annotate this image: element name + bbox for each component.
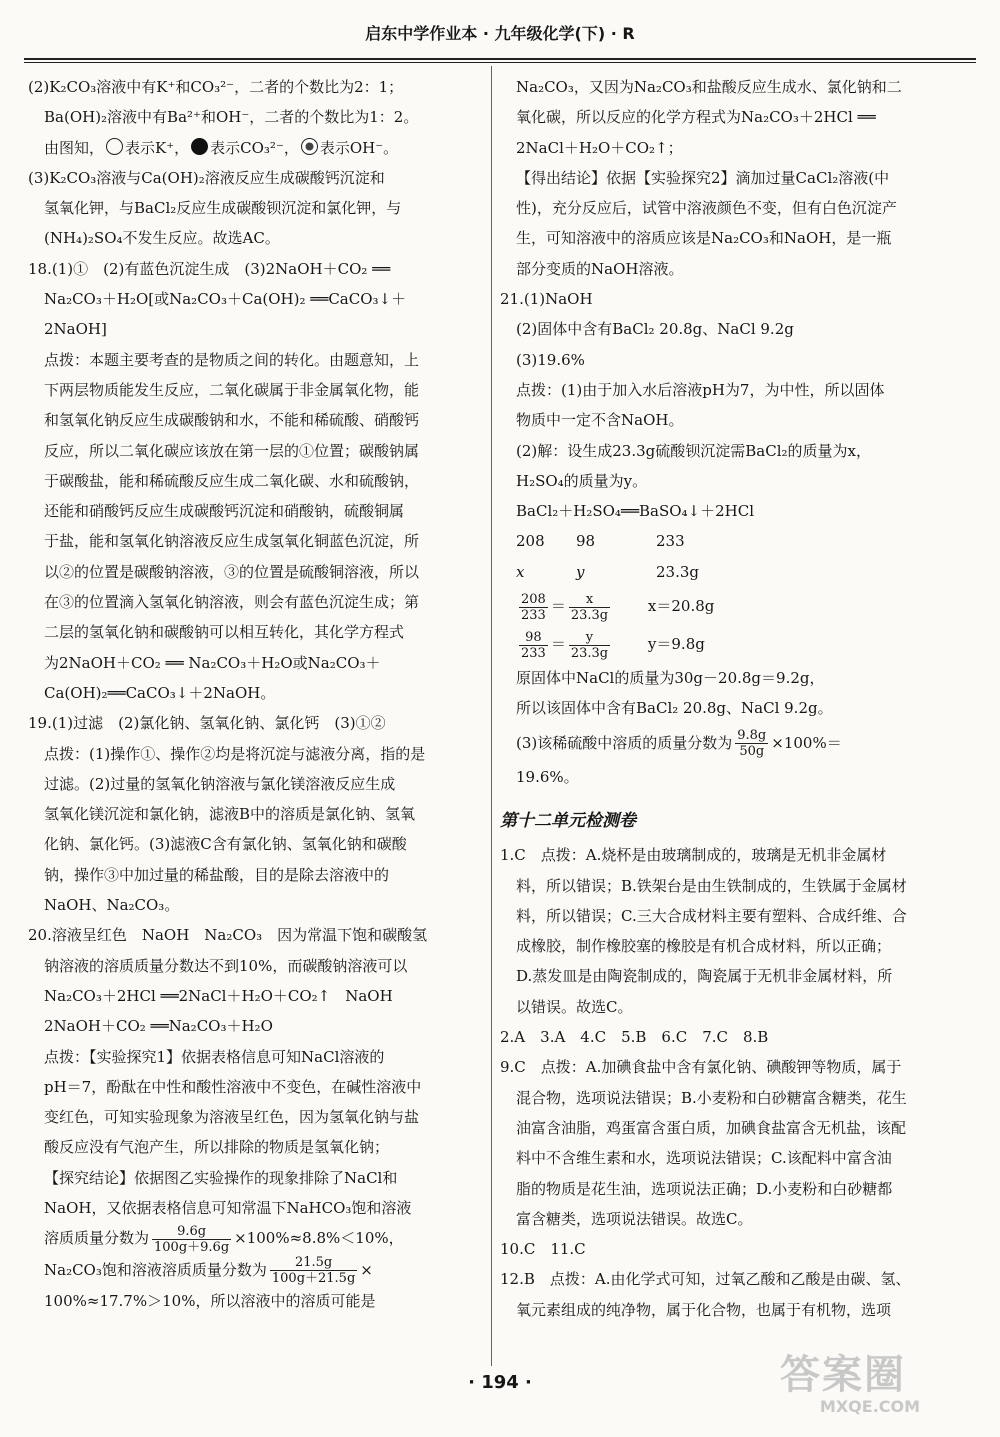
text-line: 100%≈17.7%＞10%，所以溶液中的溶质可能是 xyxy=(44,1292,376,1311)
watermark-logo xyxy=(780,1353,960,1423)
text-line: NaOH、Na₂CO₃。 xyxy=(44,896,180,915)
answer-line: 12.B 点拨：A.由化学式可知，过氧乙酸和乙酸是由碳、氢、 xyxy=(500,1270,911,1289)
left-column xyxy=(28,72,476,1317)
text-line: 氢氧化镁沉淀和氯化钠，滤液B中的溶质是氯化钠、氢氧 xyxy=(44,805,416,824)
section-title: 第十二单元检测卷 xyxy=(500,810,636,831)
mass-row xyxy=(500,557,948,587)
header-rule xyxy=(24,58,976,60)
text-line: 20.溶液呈红色 NaOH Na₂CO₃ 因为常温下饱和碳酸氢 xyxy=(28,926,428,945)
text-line: 物质中一定不含NaOH。 xyxy=(516,411,684,430)
column-divider xyxy=(491,66,492,1366)
text-line: 溶质质量分数为 xyxy=(44,1229,150,1248)
text-line: 反应，所以二氧化碳应该放在第一层的①位置；碳酸钠属 xyxy=(44,441,420,460)
text-line: 于盐，能和氢氧化钠溶液反应生成氢氧化铜蓝色沉淀，所 xyxy=(44,532,420,551)
text-line: (2)解：设生成23.3g硫酸钡沉淀需BaCl₂的质量为x， xyxy=(516,441,871,460)
answer-line: 2.A 3.A 4.C 5.B 6.C 7.C 8.B xyxy=(500,1028,769,1047)
text-line: Ba(OH)₂溶液中有Ba²⁺和OH⁻，二者的个数比为1：2。 xyxy=(44,108,419,127)
mass-cell: 233 xyxy=(656,532,685,551)
answer-line: 10.C 11.C xyxy=(500,1240,586,1259)
header-rule-thin xyxy=(24,62,976,63)
text-line: 原固体中NaCl的质量为30g－20.8g＝9.2g， xyxy=(516,669,825,688)
fraction xyxy=(270,1255,357,1286)
formula-line xyxy=(28,1255,476,1287)
oh-ion-icon xyxy=(301,138,318,155)
text-line: NaOH，又依据表格信息可知常温下NaHCO₃饱和溶液 xyxy=(44,1198,412,1217)
fraction xyxy=(735,728,768,759)
fraction-denominator: 100g＋9.6g xyxy=(154,1239,230,1255)
proportion-line: $\frac{98}{233}$ ＝ $\frac{y}{23.3g}$ y＝9.8g xyxy=(521,629,705,661)
fraction-denominator: 23.3g xyxy=(570,607,609,623)
text-line: 部分变质的NaOH溶液。 xyxy=(516,259,684,278)
text-line: Na₂CO₃，又因为Na₂CO₃和盐酸反应生成水、氯化钠和二 xyxy=(516,78,902,96)
k-ion-icon xyxy=(106,138,123,155)
text-line: 2NaCl＋H₂O＋CO₂↑； xyxy=(516,138,683,157)
answer-line: 成橡胶，制作橡胶塞的橡胶是有机合成材料，所以正确； xyxy=(516,937,892,956)
answer-line: 9.C 点拨：A.加碘食盐中含有氯化钠、碘酸钾等物质，属于 xyxy=(500,1058,902,1077)
legend-line xyxy=(28,133,476,163)
fraction-numerator: x xyxy=(569,592,610,608)
fraction-denominator: 50g xyxy=(739,744,765,760)
fraction xyxy=(519,630,548,661)
text-line: 由图知， xyxy=(44,138,105,157)
fraction xyxy=(152,1224,231,1255)
equation-line: BaCl₂＋H₂SO₄══BaSO₄↓＋2HCl xyxy=(516,502,755,521)
fraction-numerator: 9.6g xyxy=(152,1224,231,1240)
text-line: 二层的氢氧化钠和碳酸钠可以相互转化，其化学方程式 xyxy=(44,623,405,642)
text-line: 点拨：(1)操作①、操作②均是将沉淀与滤液分离，指的是 xyxy=(44,744,426,763)
text-line: 酸反应没有气泡产生，所以排除的物质是氢氧化钠； xyxy=(44,1138,390,1157)
mass-cell: 23.3g xyxy=(656,562,700,581)
fraction-denominator: 23.3g xyxy=(570,645,609,661)
result: x＝20.8g xyxy=(647,597,715,616)
mass-row xyxy=(500,526,948,556)
text-line: 2NaOH] xyxy=(44,320,107,339)
mass-cell: x xyxy=(516,562,525,581)
text-line: (NH₄)₂SO₄不发生反应。故选AC。 xyxy=(44,229,280,248)
text-line: 2NaOH＋CO₂ ══Na₂CO₃＋H₂O xyxy=(44,1017,273,1036)
mass-cell: 98 xyxy=(576,532,596,551)
watermark-text: 答案圈 xyxy=(780,1352,906,1398)
text-line: 19.6%。 xyxy=(516,767,579,786)
fraction-tail: ×100%＝ xyxy=(771,733,842,752)
text-line: Ca(OH)₂══CaCO₃↓＋2NaOH。 xyxy=(44,683,276,702)
text-line: 19.(1)过滤 (2)氯化钠、氢氧化钠、氯化钙 (3)①② xyxy=(28,714,386,733)
text-line: 钠溶液的溶质质量分数达不到10%，而碳酸钠溶液可以 xyxy=(44,956,408,975)
text-line: 21.(1)NaOH xyxy=(500,290,593,309)
answer-line: 1.C 点拨：A.烧杯是由玻璃制成的，玻璃是无机非金属材 xyxy=(500,846,887,865)
answer-line: 油富含油脂，鸡蛋富含蛋白质，加碘食盐富含无机盐，该配 xyxy=(516,1118,907,1137)
text-line: 变红色，可知实验现象为溶液呈红色，因为氢氧化钠与盐 xyxy=(44,1108,420,1127)
answer-line: 料，所以错误；B.铁架台是由生铁制成的，生铁属于金属材 xyxy=(516,876,907,895)
legend-k: 表示K⁺， xyxy=(125,138,190,157)
text-line: 钠，操作③中加过量的稀盐酸，目的是除去溶液中的 xyxy=(44,865,390,884)
text-line: 所以该固体中含有BaCl₂ 20.8g、NaCl 9.2g。 xyxy=(516,699,833,718)
fraction xyxy=(519,592,548,623)
text-line: 【探究结论】依据图乙实验操作的现象排除了NaCl和 xyxy=(44,1168,398,1187)
text-line: 于碳酸盐，能和稀硫酸反应生成二氧化碳、水和硫酸钠， xyxy=(44,471,420,490)
answer-line: D.蒸发皿是由陶瓷制成的，陶瓷属于无机非金属材料，所 xyxy=(516,967,893,986)
text-line: 为2NaOH＋CO₂ ══ Na₂CO₃＋H₂O或Na₂CO₃＋ xyxy=(44,653,381,672)
text-line: 以②的位置是碳酸钠溶液，③的位置是硫酸铜溶液，所以 xyxy=(44,562,420,581)
answer-line: 脂的物质是花生油，选项说法正确；D.小麦粉和白砂糖都 xyxy=(516,1179,893,1198)
text-line: (2)K₂CO₃溶液中有K⁺和CO₃²⁻，二者的个数比为2：1； xyxy=(28,78,404,96)
text-line: 在③的位置滴入氢氧化钠溶液，则会有蓝色沉淀生成；第 xyxy=(44,593,420,612)
fraction-numerator: 208 xyxy=(521,591,546,607)
proportion-line: $\frac{208}{233}$ ＝ $\frac{x}{23.3g}$ x＝20.8g xyxy=(521,591,715,623)
page-header: 启东中学作业本 · 九年级化学(下) · R xyxy=(365,24,635,43)
fraction xyxy=(569,630,610,661)
formula-line xyxy=(500,724,948,762)
text-line: (3)K₂CO₃溶液与Ca(OH)₂溶液反应生成碳酸钙沉淀和 xyxy=(28,168,385,187)
answer-line: 以错误。故选C。 xyxy=(516,997,633,1016)
fraction-tail: ×100%≈8.8%＜10%， xyxy=(234,1229,404,1248)
answer-line: 料中不含维生素和水，选项说法错误；C.该配料中富含油 xyxy=(516,1149,892,1168)
text-line: Na₂CO₃饱和溶液溶质质量分数为 xyxy=(44,1260,267,1279)
text-line: 氧化碳，所以反应的化学方程式为Na₂CO₃＋2HCl ══ xyxy=(516,108,876,127)
fraction xyxy=(569,592,610,623)
answer-line: 混合物，选项说法错误；B.小麦粉和白砂糖富含糖类，花生 xyxy=(516,1088,907,1107)
text-line: 点拨：本题主要考查的是物质之间的转化。由题意知，上 xyxy=(44,350,420,369)
co3-ion-icon xyxy=(191,138,208,155)
text-line: 【得出结论】依据【实验探究2】滴加过量CaCl₂溶液(中 xyxy=(516,168,890,187)
text-line: pH＝7，酚酞在中性和酸性溶液中不变色，在碱性溶液中 xyxy=(44,1077,422,1096)
text-line: 化钠、氯化钙。(3)滤液C含有氯化钠、氢氧化钠和碳酸 xyxy=(44,835,407,854)
text-line: 生，可知溶液中的溶质应该是Na₂CO₃和NaOH，是一瓶 xyxy=(516,229,892,248)
text-line: (3)该稀硫酸中溶质的质量分数为 xyxy=(516,733,733,752)
mass-cell: y xyxy=(576,562,585,581)
fraction-numerator: 21.5g xyxy=(270,1255,357,1271)
text-line: (2)固体中含有BaCl₂ 20.8g、NaCl 9.2g xyxy=(516,320,794,339)
text-line: 18.(1)① (2)有蓝色沉淀生成 (3)2NaOH＋CO₂ ══ xyxy=(28,259,391,278)
legend-co3: 表示CO₃²⁻， xyxy=(210,138,299,157)
text-line: 下两层物质能发生反应，二氧化碳属于非金属氧化物，能 xyxy=(44,380,420,399)
text-line: Na₂CO₃＋2HCl ══2NaCl＋H₂O＋CO₂↑ NaOH xyxy=(44,986,393,1005)
text-line: 和氢氧化钠反应生成碳酸钠和水，不能和稀硫酸、硝酸钙 xyxy=(44,411,420,430)
answer-line: 氧元素组成的纯净物，属于化合物，也属于有机物，选项 xyxy=(516,1300,892,1319)
text-line: 性)，充分反应后，试管中溶液颜色不变，但有白色沉淀产 xyxy=(516,199,897,218)
text-line: 点拨：(1)由于加入水后溶液pH为7，为中性，所以固体 xyxy=(516,380,885,399)
fraction-denominator: 100g＋21.5g xyxy=(271,1271,356,1287)
fraction-numerator: 9.8g xyxy=(737,728,767,744)
legend-oh: 表示OH⁻。 xyxy=(319,138,399,157)
fraction-denominator: 233 xyxy=(521,645,546,661)
mass-cell: 208 xyxy=(516,532,545,551)
answer-line: 料，所以错误；C.三大合成材料主要有塑料、合成纤维、合 xyxy=(516,906,907,925)
text-line: 还能和硝酸钙反应生成碳酸钙沉淀和硝酸钠，硫酸铜属 xyxy=(44,502,405,521)
fraction-numerator: 98 xyxy=(519,630,548,646)
answer-line: 富含糖类，选项说法错误。故选C。 xyxy=(516,1209,753,1228)
text-line: H₂SO₄的质量为y。 xyxy=(516,471,648,490)
text-line: 氢氧化钾，与BaCl₂反应生成碳酸钡沉淀和氯化钾，与 xyxy=(44,199,402,218)
right-column xyxy=(500,72,948,1325)
text-line: 点拨：【实验探究1】依据表格信息可知NaCl溶液的 xyxy=(44,1047,385,1066)
formula-line xyxy=(28,1223,476,1255)
fraction-numerator: y xyxy=(569,630,610,646)
text-line: 过滤。(2)过量的氢氧化钠溶液与氯化镁溶液反应生成 xyxy=(44,774,396,793)
fraction-denominator: 233 xyxy=(521,607,546,623)
text-line: Na₂CO₃＋H₂O[或Na₂CO₃＋Ca(OH)₂ ══CaCO₃↓＋ xyxy=(44,290,407,309)
watermark-url: MXQE.COM xyxy=(819,1397,921,1416)
result: y＝9.8g xyxy=(647,635,705,654)
fraction-tail: × xyxy=(360,1260,373,1279)
text-line: (3)19.6% xyxy=(516,350,585,369)
page-number: · 194 · xyxy=(468,1372,532,1393)
